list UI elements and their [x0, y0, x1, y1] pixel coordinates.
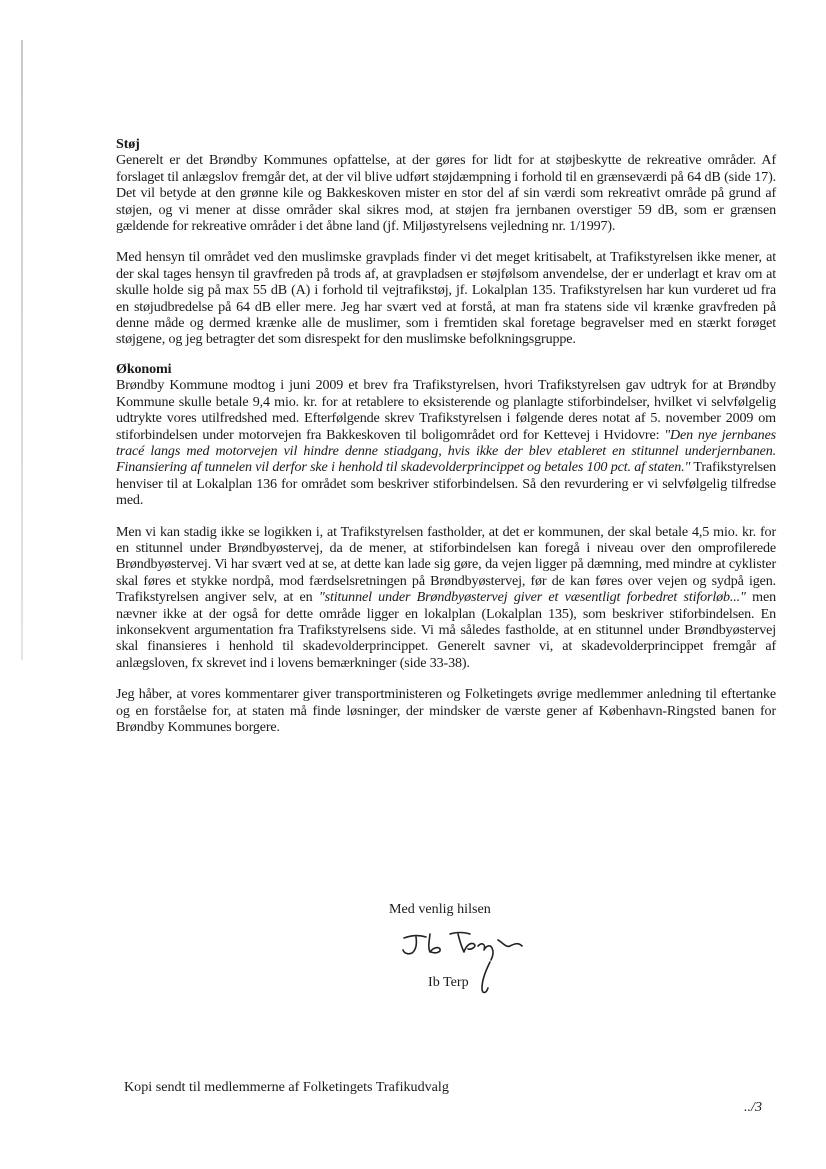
section-heading-okonomi: Økonomi — [116, 360, 172, 377]
page-reference: ../3 — [744, 1099, 763, 1115]
paragraph-text: Brøndby Kommune modtog i juni 2009 et brev fra Trafikstyrelsen, hvori Trafikstyrelsen gav udtryk for at Brøndby Kommune skulle betale 9,4 mio. kr. for at retablere to eksisterende og planlagte stiforbindelser, hvilket vi selvfølgelig udtrykte vores utilfredshed med. Efterfølgende skrev Trafikstyrelsen i følgende deres notat af 5. november 2009 om stiforbindelsen under motorvejen fra Bakkeskoven til boligområdet ord for Kettevej i Hvidovre: — [116, 377, 776, 443]
paragraph-text: Men vi kan stadig ikke se logikken i, at Trafikstyrelsen fastholder, at det er kommunen, der skal betale 4,5 mio. kr. for en stitunnel under Brøndbyøstervej, da de mener, at stiforbindelsen kan foregå i niveau over den omprofilerede Brøndbyøstervej. Vi har svært ved at se, at dette kan lade sig gøre, da vejen ligger på dæmning, med mindre at cyklister skal føres et stykke nordpå, mod færdselsretningen på Brøndbyøstervej, før de kan føres over vejen og sydpå igen. Trafikstyrelsen angiver selv, at en — [116, 523, 776, 606]
paragraph-okonomi-1 — [116, 377, 776, 508]
section-heading-stoj: Støj — [116, 136, 140, 152]
quote-text: "stitunnel under Brøndbyøstervej giver et væsentligt forbedret stiforløb..." — [318, 589, 746, 606]
signer-name: Ib Terp — [428, 974, 469, 990]
paragraph-okonomi-3: Jeg håber, at vores kommentarer giver transportministeren og Folketingets øvrige medlemmer anledning til eftertanke og en forståelse for, at staten må finde løsninger, der mindsker de værste gener af København-Ringsted banen for Brøndby Kommunes borgere. — [116, 686, 776, 735]
scan-edge-mark — [21, 40, 23, 660]
paragraph-text: men nævner ikke at der også for dette område ligger en lokalplan (Lokalplan 135), som beskriver stiforbindelsen. En inkonsekvent argumentation fra Trafikstyrelsens side. Vi må således fastholde, at en stitunnel under Brøndbyøstervej skal finansieres i henhold til skadevolderprincippet. Generelt savner vi, at skadevolderprincippet fremgår af anlægsloven, fx skrevet ind i lovens bemærkninger (side 33-38). — [116, 589, 776, 671]
paragraph-stoj-1: Generelt er det Brøndby Kommunes opfattelse, at der gøres for lidt for at støjbeskytte de rekreative områder. Af forslaget til anlægslov fremgår det, at der vil blive udført støjdæmpning i forhold til en grænseværdi på 64 dB (side 17). Det vil betyde at den grønne kile og Bakkeskoven mister en stor del af sin værdi som rekreativt område på grund af støjen, og vi mener at disse områder skal sikres mod, at støjen fra jernbanen overstiger 59 dB, som er grænsen gældende for rekreative områder i det åbne land (jf. Miljøstyrelsens vejledning nr. 1/1997). — [116, 152, 776, 235]
paragraph-stoj-2: Med hensyn til området ved den muslimske gravplads finder vi det meget kritisabelt, at Trafikstyrelsen ikke mener, at der skal tages hensyn til gravfreden på trods af, at gravpladsen er støjfølsom anvendelse, der er underlagt et krav om at skulle holde sig på max 55 dB (A) i forhold til vejtrafikstøj, jf. Lokalplan 135. Trafikstyrelsen har kun vurderet ud fra en støjudbredelse på 64 dB eller mere. Jeg har svært ved at forstå, at man fra statens side vil krænke gravfreden på denne måde og dermed krænke alle de muslimer, som i fremtiden skal foretage begravelser med en stærkt forøget støjgene, og jeg betragter det som disrespekt for den muslimske befolkningsgruppe. — [116, 249, 776, 348]
copy-note: Kopi sendt til medlemmerne af Folketingets Trafikudvalg — [124, 1079, 449, 1095]
paragraph-text: Trafikstyrelsen henviser til at Lokalplan 136 for området som beskriver stiforbindelsen. Så den revurdering er vi selvfølgelig tilfredse med. — [116, 459, 776, 509]
quote-text: "Den nye jernbanes tracé langs med motorvejen vil hindre denne stiadgang, hvis ikke der blev etableret en stitunnel underjernbanen. Finansiering af tunnelen vil derfor ske i henhold til skadevolderprincippet og betales 100 pct. af staten." — [116, 426, 777, 476]
letter-body — [116, 136, 776, 735]
closing-greeting: Med venlig hilsen — [389, 901, 491, 917]
paragraph-okonomi-2 — [116, 524, 776, 672]
